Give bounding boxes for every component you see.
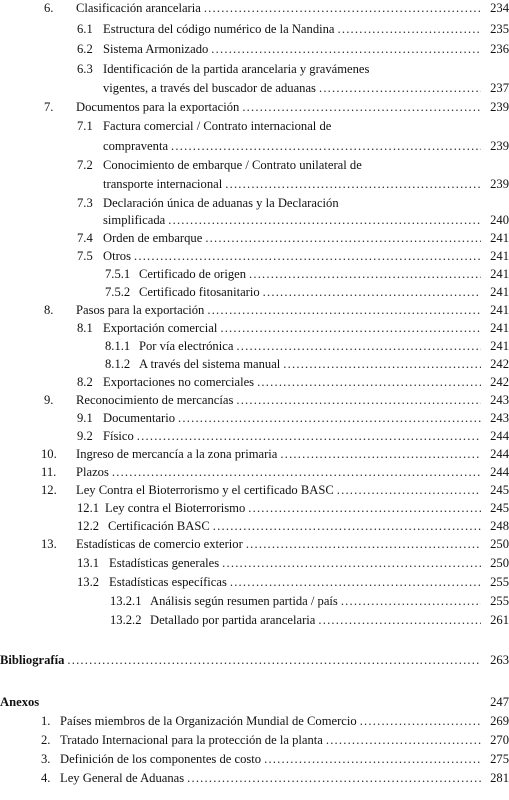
- toc-page: 270: [490, 733, 509, 747]
- toc-entry: [44, 98, 509, 116]
- toc-entry: [77, 60, 509, 78]
- toc-entry: [77, 117, 509, 135]
- toc-entry: [41, 731, 509, 749]
- toc-number: 11.: [41, 465, 57, 479]
- toc-entry: [105, 283, 509, 301]
- toc-entry-bibliografia: [0, 651, 509, 669]
- toc-entry: [103, 175, 509, 193]
- toc-page: 241: [490, 303, 509, 317]
- toc-label: Ley General de Aduanas: [60, 769, 187, 787]
- toc-number: 8.1: [77, 321, 93, 335]
- toc-label: Bibliografía: [0, 651, 67, 669]
- toc-entry: [77, 554, 509, 572]
- toc-number: 7.2: [77, 158, 93, 172]
- toc-label: vigentes, a través del buscador de aduanas: [103, 79, 319, 97]
- toc-number: 9.1: [77, 411, 93, 425]
- toc-number: 13.1: [77, 556, 100, 570]
- toc-page: 242: [490, 357, 509, 371]
- toc-label: Plazos: [76, 463, 112, 481]
- toc-entry: [77, 319, 509, 337]
- toc-entry: [105, 265, 509, 283]
- toc-label: Ingreso de mercancía a la zona primaria: [76, 445, 280, 463]
- toc-entry: [41, 769, 509, 787]
- toc-entry: [77, 427, 509, 445]
- toc-number: 7.: [44, 100, 54, 114]
- toc-number: 7.4: [77, 231, 93, 245]
- toc-page: 241: [490, 249, 509, 263]
- toc-page: 245: [490, 501, 509, 515]
- toc-entry: [41, 535, 509, 553]
- toc-entry: [41, 712, 509, 730]
- toc-label: transporte internacional: [103, 175, 225, 193]
- toc-number: 12.: [41, 483, 57, 497]
- toc-entry: [105, 355, 509, 373]
- toc-number: 13.: [41, 537, 57, 551]
- toc-number: 13.2.1: [110, 594, 142, 608]
- toc-page: 241: [490, 231, 509, 245]
- toc-label: Exportaciones no comerciales: [103, 373, 257, 391]
- toc-page: 247: [490, 695, 509, 709]
- toc-entry: [77, 40, 509, 58]
- toc-number: 9.: [44, 393, 54, 407]
- toc-label: Tratado Internacional para la protección de la planta: [60, 731, 326, 749]
- toc-label: Sistema Armonizado: [103, 40, 211, 58]
- toc-entry: [77, 499, 509, 517]
- toc-number: 13.2: [77, 575, 100, 589]
- toc-page: 240: [490, 213, 509, 227]
- toc-entry: [110, 592, 509, 610]
- toc-page: 250: [490, 556, 509, 570]
- toc-number: 12.1: [77, 501, 100, 515]
- toc-page: 241: [490, 339, 509, 353]
- toc-page: 242: [490, 375, 509, 389]
- toc-label: Documentos para la exportación: [76, 98, 242, 116]
- toc-label: Otros: [103, 247, 134, 265]
- toc-page: 236: [490, 42, 509, 56]
- toc-number: 4.: [41, 771, 51, 785]
- toc-number: 10.: [41, 447, 57, 461]
- toc-label: Países miembros de la Organización Mundial de Comercio: [60, 712, 360, 730]
- toc-entry: [41, 750, 509, 768]
- toc-number: 7.1: [77, 119, 93, 133]
- toc-number: 8.: [44, 303, 54, 317]
- toc-label: Certificado fitosanitario: [139, 283, 263, 301]
- toc-number: 6.2: [77, 42, 93, 56]
- toc-number: 7.5: [77, 249, 93, 263]
- toc-label: Estadísticas específicas: [109, 573, 230, 591]
- toc-label: Factura comercial / Contrato internacional de: [103, 117, 334, 135]
- toc-page: 237: [490, 81, 509, 95]
- toc-page: 243: [490, 411, 509, 425]
- toc-page: 241: [490, 267, 509, 281]
- toc-entry: [103, 137, 509, 155]
- toc-number: 1.: [41, 714, 51, 728]
- toc-label: Anexos: [0, 693, 42, 711]
- toc-page: 248: [490, 519, 509, 533]
- toc-page: 244: [490, 447, 509, 461]
- toc-entry: [103, 211, 509, 229]
- toc-number: 13.2.2: [110, 613, 142, 627]
- toc-label: A través del sistema manual: [139, 355, 283, 373]
- toc-label: Declaración única de aduanas y la Declaración: [103, 194, 342, 212]
- toc-entry: [44, 391, 509, 409]
- toc-entry: [77, 20, 509, 38]
- toc-number: 6.1: [77, 22, 93, 36]
- toc-number: 8.1.1: [105, 339, 131, 353]
- toc-label: Exportación comercial: [103, 319, 220, 337]
- toc-label: Certificado de origen: [139, 265, 249, 283]
- toc-label: Detallado por partida arancelaria: [150, 611, 318, 629]
- toc-page: 239: [490, 100, 509, 114]
- toc-entry: [44, 0, 509, 17]
- toc-label: compraventa: [103, 137, 171, 155]
- toc-entry: [110, 611, 509, 629]
- toc-entry: [77, 409, 509, 427]
- toc-label: Definición de los componentes de costo: [60, 750, 264, 768]
- toc-entry: [41, 481, 509, 499]
- toc-entry: [77, 517, 509, 535]
- toc-page: 239: [490, 177, 509, 191]
- toc-number: 3.: [41, 752, 51, 766]
- toc-number: 12.2: [77, 519, 100, 533]
- toc-label: Estadísticas generales: [109, 554, 222, 572]
- toc-number: 9.2: [77, 429, 93, 443]
- toc-label: Análisis según resumen partida / país: [150, 592, 341, 610]
- toc-page: 255: [490, 575, 509, 589]
- toc-number: 7.5.1: [105, 267, 131, 281]
- toc-label: simplificada: [103, 211, 168, 229]
- toc-page: 234: [490, 1, 509, 15]
- toc-label: Orden de embarque: [103, 229, 205, 247]
- toc-number: 6.3: [77, 62, 93, 76]
- toc-number: 8.2: [77, 375, 93, 389]
- toc-number: 7.5.2: [105, 285, 131, 299]
- toc-page: 269: [490, 714, 509, 728]
- toc-page: 244: [490, 465, 509, 479]
- toc-label: Conocimiento de embarque / Contrato unilateral de: [103, 156, 365, 174]
- toc-label: Físico: [103, 427, 137, 445]
- toc-entry: [44, 301, 509, 319]
- toc-number: 8.1.2: [105, 357, 131, 371]
- toc-page: 281: [490, 771, 509, 785]
- toc-entry: [77, 247, 509, 265]
- toc-entry: [77, 573, 509, 591]
- toc-label: Pasos para la exportación: [76, 301, 207, 319]
- toc-page: 255: [490, 594, 509, 608]
- toc-page: 241: [490, 321, 509, 335]
- toc-entry: [77, 194, 509, 212]
- toc-number: 7.3: [77, 196, 93, 210]
- toc-entry: [105, 337, 509, 355]
- toc-label: Clasificación arancelaria: [76, 0, 204, 17]
- toc-label: Certificación BASC: [108, 517, 213, 535]
- toc-entry: [77, 229, 509, 247]
- toc-entry: [41, 463, 509, 481]
- toc-page: 243: [490, 393, 509, 407]
- toc-number: 6.: [44, 1, 54, 15]
- toc-label: Ley Contra el Bioterrorismo y el certificado BASC: [76, 481, 337, 499]
- toc-label: Por vía electrónica: [139, 337, 236, 355]
- toc-number: 2.: [41, 733, 51, 747]
- toc-entry: [103, 79, 509, 97]
- toc-entry-anexos: [0, 693, 509, 711]
- toc-label: Estadísticas de comercio exterior: [76, 535, 246, 553]
- toc-page: 250: [490, 537, 509, 551]
- toc-page: 275: [490, 752, 509, 766]
- toc-page: 239: [490, 139, 509, 153]
- toc-page: 241: [490, 285, 509, 299]
- toc-page: 235: [490, 22, 509, 36]
- toc-label: Documentario: [103, 409, 178, 427]
- toc-label: Ley contra el Bioterrorismo: [105, 499, 248, 517]
- toc-entry: [77, 373, 509, 391]
- toc-page: 245: [490, 483, 509, 497]
- toc-label: Estructura del código numérico de la Nandina: [103, 20, 338, 38]
- toc-page: 244: [490, 429, 509, 443]
- toc-entry: [77, 156, 509, 174]
- toc-label: Reconocimiento de mercancías: [76, 391, 236, 409]
- toc-label: Identificación de la partida arancelaria y gravámenes: [103, 60, 372, 78]
- toc-entry: [41, 445, 509, 463]
- toc-page: 261: [490, 613, 509, 627]
- toc-page: 263: [490, 653, 509, 667]
